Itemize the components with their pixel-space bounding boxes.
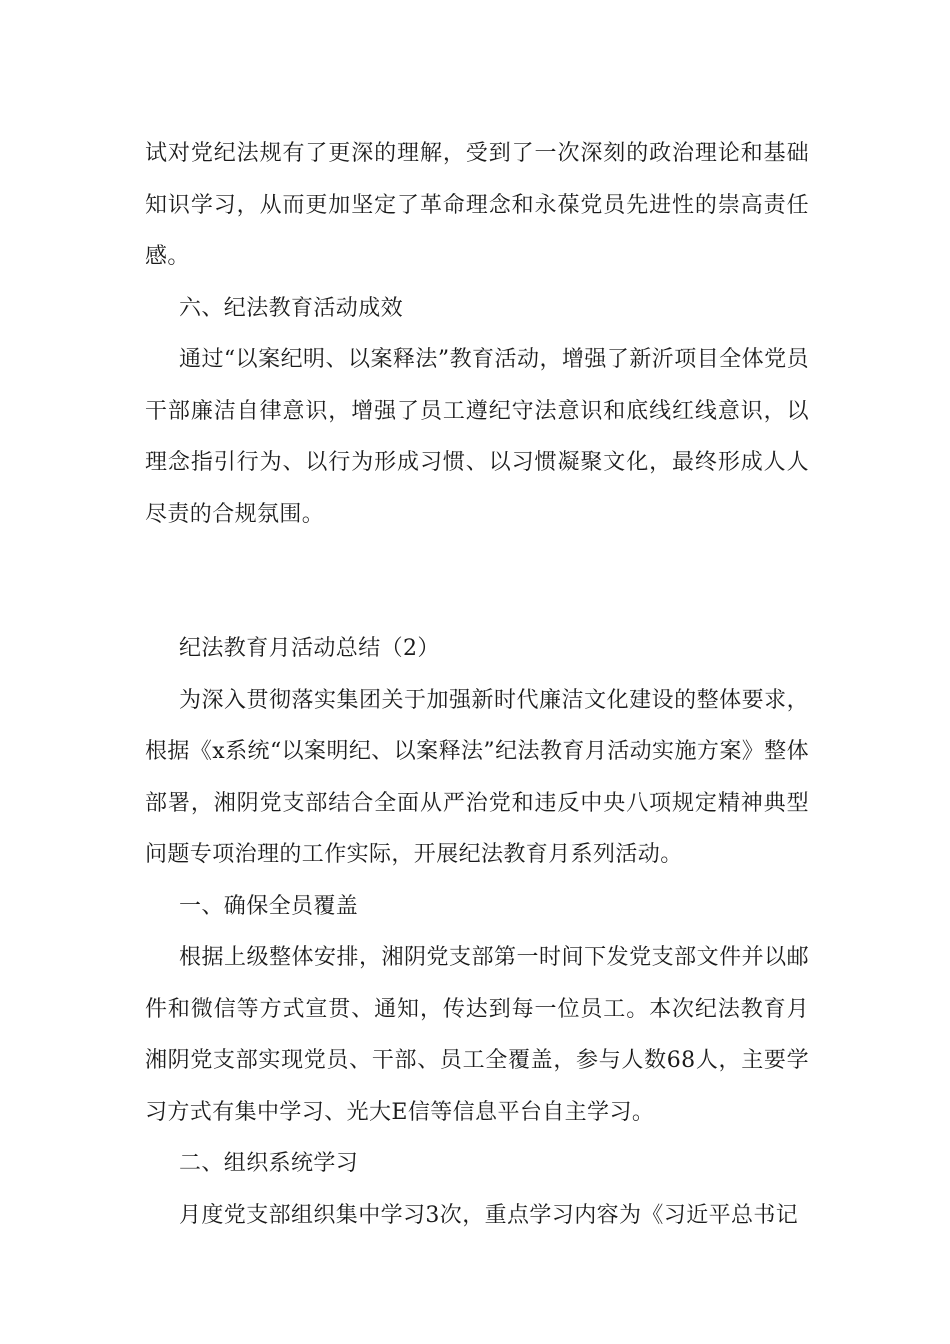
section-heading-six: 六、纪法教育活动成效 [179,295,404,321]
section-gap [145,540,809,623]
section-heading-two: 二、组织系统学习 [179,1151,359,1176]
document-subtitle: 纪法教育月活动总结（2） [179,636,440,661]
paragraph-coverage: 根据上级整体安排，湘阴党支部第一时间下发党支部文件并以邮件和微信等方式宣贯、通知，传达到每一位员工。本次纪法教育月湘阴党支部实现党员、干部、员工全覆盖，参与人数68人，主要学习方式有集中学习、光大E信等信息平台自主学习。 [145,945,809,1125]
paragraph-effects: 通过“以案纪明、以案释法”教育活动，增强了新沂项目全体党员干部廉洁自律意识，增强了员工遵纪守法意识和底线红线意识，以理念指引行为、以行为形成习惯、以习惯凝聚文化，最终形成人人尽责的合规氛围。 [145,347,809,527]
paragraph-intro: 为深入贯彻落实集团关于加强新时代廉洁文化建设的整体要求，根据《x系统“以案明纪、以案释法”纪法教育月活动实施方案》整体部署，湘阴党支部结合全面从严治党和违反中央八项规定精神典型问题专项治理的工作实际，开展纪法教育月系列活动。 [145,687,809,867]
section-heading-one: 一、确保全员覆盖 [179,893,359,919]
paragraph-continuation: 试对党纪法规有了更深的理解，受到了一次深刻的政治理论和基础知识学习，从而更加坚定了革命理念和永葆党员先进性的崇高责任感。 [145,141,809,269]
document-body [145,128,809,1241]
paragraph-study: 月度党支部组织集中学习3次，重点学习内容为《习近平总书记 [179,1202,799,1228]
